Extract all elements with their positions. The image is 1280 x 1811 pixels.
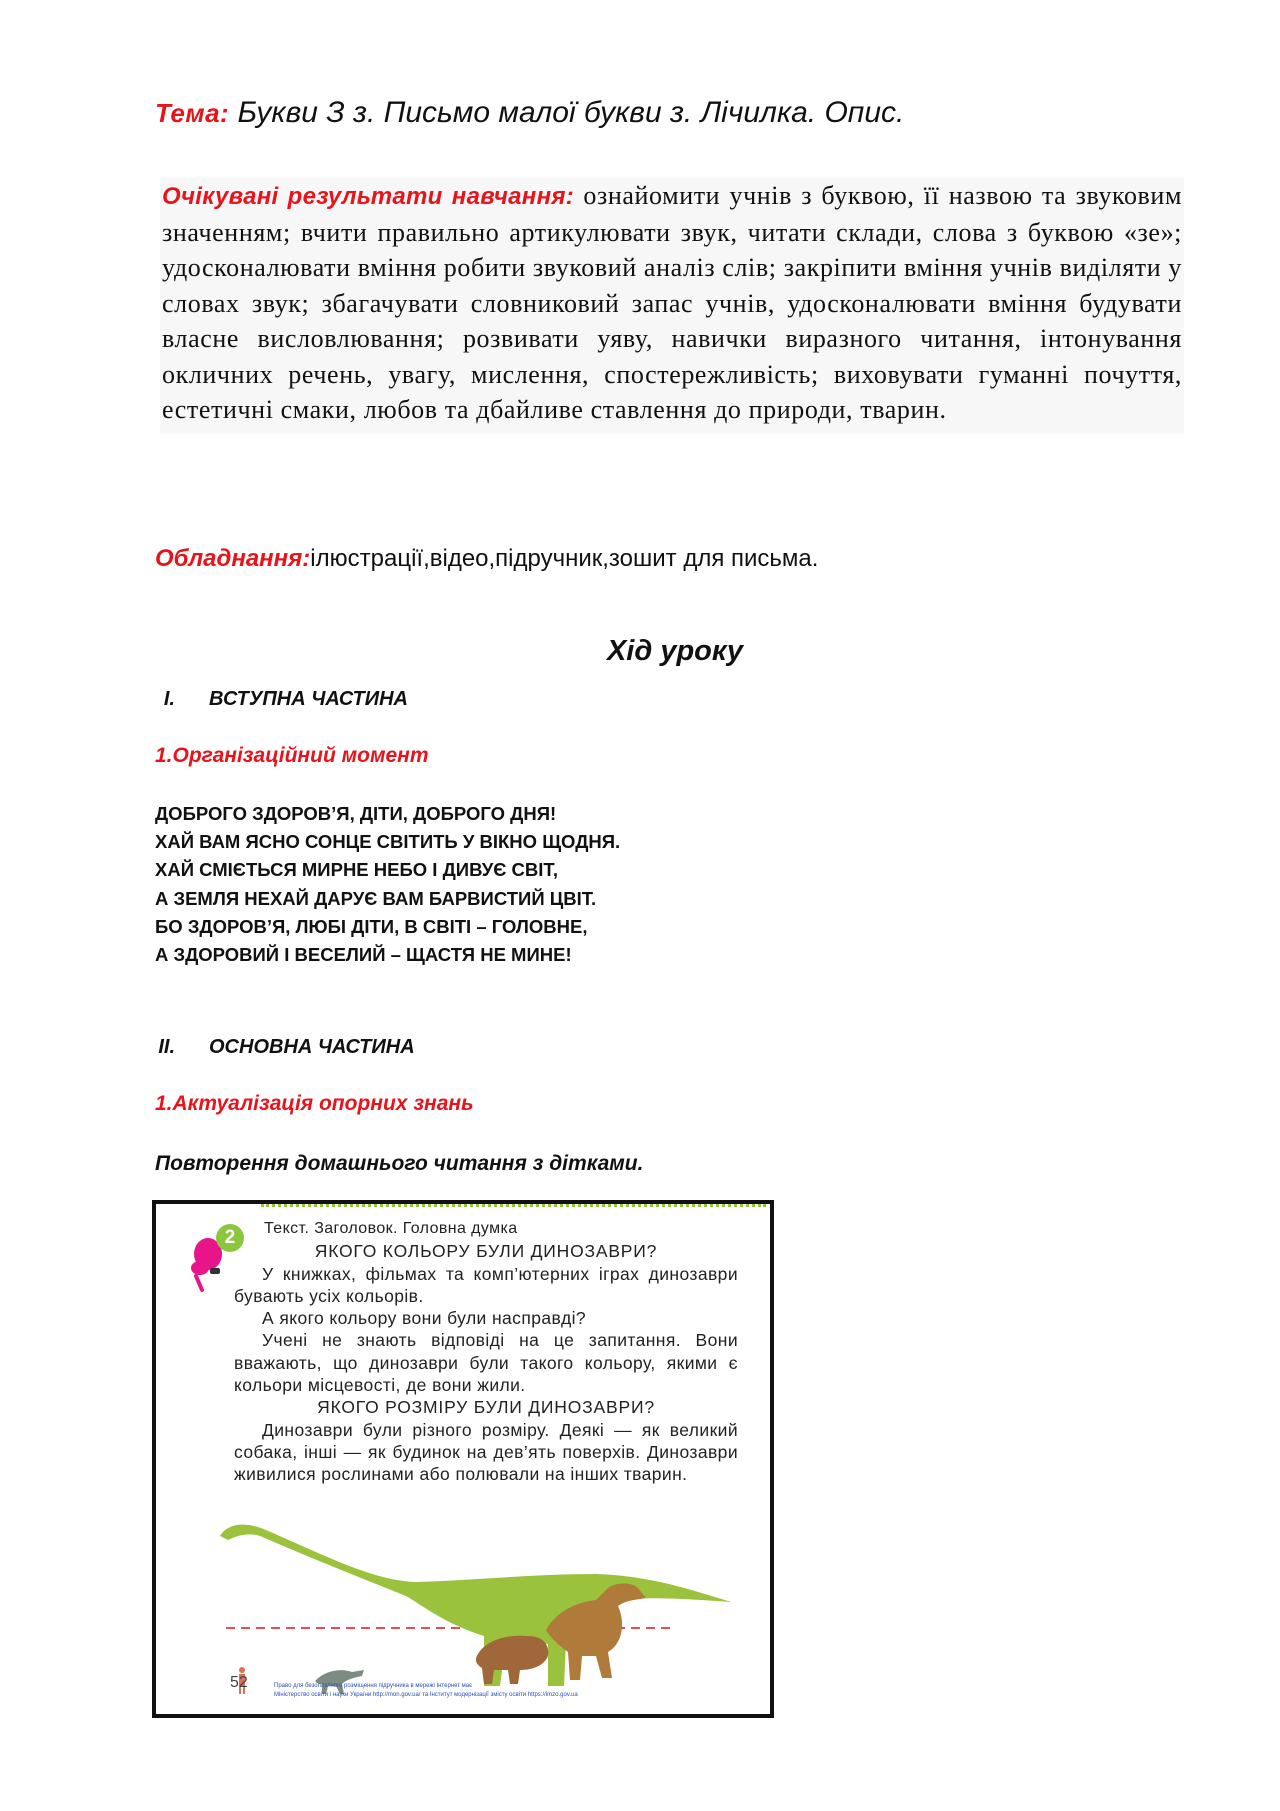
textbook-paragraph: Учені не знають відповіді на це запитання. Вони вважають, що динозаври були такого кольору, якими є кольори місцевості, де вони жили.	[234, 1330, 738, 1396]
section-main	[115, 1036, 415, 1059]
section-intro-number: I.	[163, 688, 175, 710]
subsection-actualization: 1.Актуалізація опорних знань	[155, 1092, 474, 1115]
outcomes-label: Очікувані результати навчання:	[162, 183, 575, 210]
page-number: 52	[230, 1674, 248, 1691]
section-main-title: ОСНОВНА ЧАСТИНА	[209, 1036, 415, 1058]
equipment-label: Обладнання:	[155, 545, 311, 572]
lesson-topic	[155, 96, 904, 130]
section-main-number: II.	[158, 1036, 175, 1058]
textbook-paragraph: А якого кольору вони були насправді?	[262, 1308, 587, 1329]
home-reading-note: Повторення домашнього читання з дітками.	[155, 1152, 644, 1175]
textbook-footer	[274, 1682, 578, 1700]
section-intro-title: ВСТУПНА ЧАСТИНА	[209, 688, 408, 710]
textbook-paragraph: У книжках, фільмах та комп’ютерних іграх динозаври бувають усіх кольорів.	[234, 1263, 738, 1306]
subsection-organizational: 1.Організаційний момент	[155, 744, 429, 767]
textbook-paragraph: Динозаври були різного розміру. Деякі — як великий собака, інші — як будинок на дев’ять поверхів. Динозаври живилися рослинами або полювали на інших тварин.	[234, 1419, 738, 1485]
poem-line: ХАЙ ВАМ ЯСНО СОНЦЕ СВІТИТЬ У ВІКНО ЩОДНЯ.	[155, 831, 621, 853]
topic-label: Тема:	[155, 98, 230, 128]
course-title: Хід уроку	[606, 635, 744, 667]
expected-outcomes	[160, 178, 1184, 434]
equipment-text: ілюстрації,відео,підручник,зошит для письма.	[310, 545, 819, 572]
textbook-heading-color: ЯКОГО КОЛЬОРУ БУЛИ ДИНОЗАВРИ?	[314, 1241, 658, 1262]
sauropod-dinosaur	[220, 1525, 732, 1686]
poem-line: А ЗДОРОВИЙ І ВЕСЕЛИЙ – ЩАСТЯ НЕ МИНЕ!	[155, 944, 572, 966]
poem-line: БО ЗДОРОВ’Я, ЛЮБІ ДІТИ, В СВІТІ – ГОЛОВНЕ,	[155, 915, 588, 937]
exercise-number-badge: 2	[216, 1224, 244, 1252]
textbook-page-image	[152, 1200, 774, 1718]
textbook-text	[234, 1218, 738, 1486]
poem-line: А ЗЕМЛЯ НЕХАЙ ДАРУЄ ВАМ БАРВИСТИЙ ЦВІТ.	[155, 887, 597, 909]
outcomes-text: ознайомити учнів з буквою, її назвою та звуковим значенням; вчити правильно артикулювати звук, читати склади, слова з буквою «зе»; удосконалювати вміння робити звуковий аналіз слів; закріпити вміння учнів виділяти у словах звук; збагачувати словниковий запас учнів, удосконалювати вміння будувати власне висловлювання; розвивати уяву, навички виразного читання, інтонування окличних речень, увагу, мислення, спостережливість; виховувати гуманні почуття, естетичні смаки, любов та дбайливе ставлення до природи, тварин.	[162, 181, 1183, 424]
textbook-heading-size: ЯКОГО РОЗМІРУ БУЛИ ДИНОЗАВРИ?	[317, 1397, 655, 1418]
footer-line: Право для безоплатного розміщення підручника в мережі Інтернет має	[274, 1683, 473, 1689]
poem-line: ДОБРОГО ЗДОРОВ’Я, ДІТИ, ДОБРОГО ДНЯ!	[155, 803, 557, 824]
topic-text: Букви З з. Письмо малої букви з. Лічилка. Опис.	[229, 96, 905, 129]
footer-line: Міністерство освіти і науки України http://mon.gov.ua/ та Інститут модернізації змісту освіти https://imzo.gov.ua	[274, 1692, 578, 1698]
character-icon	[191, 1238, 222, 1290]
section-intro	[115, 688, 408, 711]
greeting-poem	[155, 800, 620, 969]
equipment	[155, 545, 818, 573]
poem-line: ХАЙ СМІЄТЬСЯ МИРНЕ НЕБО І ДИВУЄ СВІТ,	[155, 859, 558, 881]
textbook-header: Текст. Заголовок. Головна думка	[264, 1220, 518, 1237]
